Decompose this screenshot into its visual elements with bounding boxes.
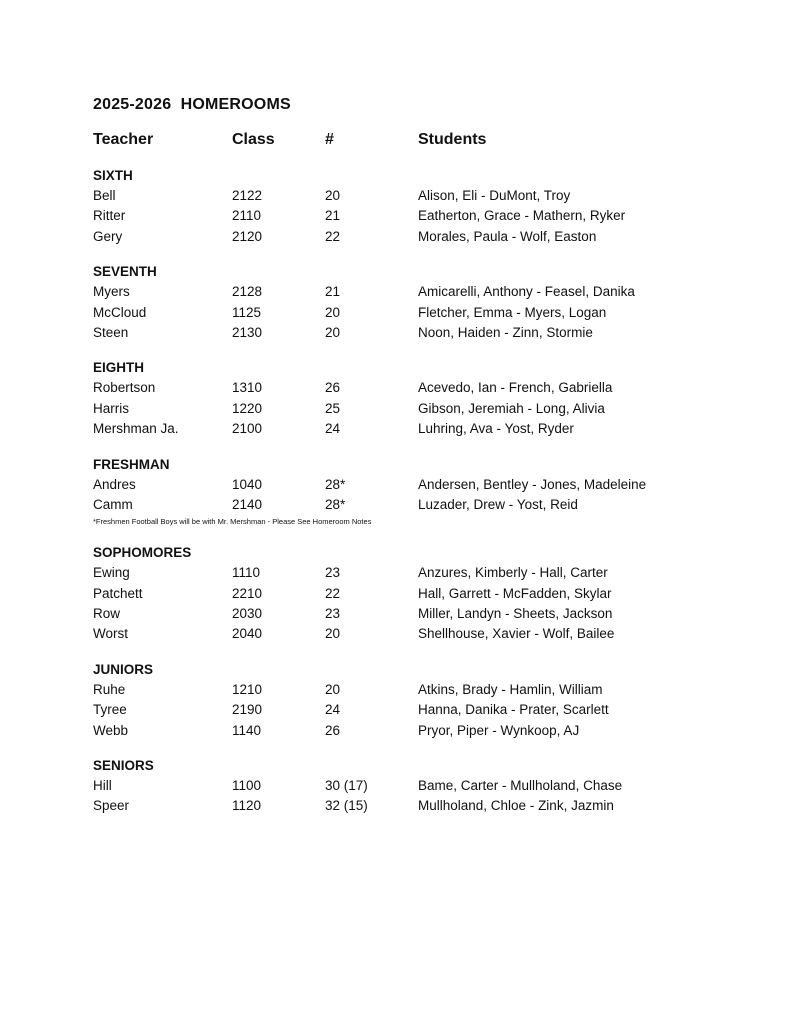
class-cell: 2120 [232, 228, 263, 244]
table-row [93, 624, 753, 644]
class-cell: 2128 [232, 284, 263, 300]
students-cell: Noon, Haiden - Zinn, Stormie [418, 324, 593, 340]
table-row [93, 227, 753, 247]
table-row [93, 721, 753, 741]
count-cell: 24 [325, 702, 341, 718]
homeroom-document [93, 94, 753, 817]
table-row [93, 776, 753, 796]
section-seventh [93, 262, 753, 343]
students-cell: Hall, Garrett - McFadden, Skylar [418, 585, 612, 601]
teacher-cell: Ritter [93, 208, 126, 224]
count-cell: 24 [325, 421, 341, 437]
table-row [93, 399, 753, 419]
class-cell: 1220 [232, 400, 263, 416]
students-cell: Eatherton, Grace - Mathern, Ryker [418, 208, 626, 224]
teacher-cell: Worst [93, 626, 129, 642]
class-cell: 2040 [232, 626, 263, 642]
table-row [93, 282, 753, 302]
students-cell: Acevedo, Ian - French, Gabriella [418, 380, 613, 396]
students-cell: Mullholand, Chloe - Zink, Jazmin [418, 798, 614, 814]
teacher-cell: Ewing [93, 565, 130, 581]
sections-container [93, 166, 753, 817]
table-row [93, 186, 753, 206]
count-cell: 20 [325, 188, 341, 203]
teacher-cell: McCloud [93, 304, 147, 320]
class-cell: 2100 [232, 421, 263, 437]
students-cell: Atkins, Brady - Hamlin, William [418, 681, 603, 697]
students-cell: Luhring, Ava - Yost, Ryder [418, 421, 574, 437]
section-title: SIXTH [93, 168, 133, 183]
table-row [93, 796, 753, 816]
teacher-cell: Tyree [93, 702, 127, 718]
class-cell: 1040 [232, 476, 263, 492]
footnote: *Freshmen Football Boys will be with Mr. Mershman - Please See Homeroom Notes [93, 517, 372, 527]
teacher-cell: Steen [93, 324, 129, 340]
teacher-cell: Patchett [93, 585, 143, 601]
count-cell: 23 [325, 565, 341, 581]
students-cell: Anzures, Kimberly - Hall, Carter [418, 565, 608, 581]
teacher-cell: Robertson [93, 380, 156, 396]
table-row [93, 419, 753, 439]
count-cell: 20 [325, 681, 341, 697]
section-sophomores [93, 543, 753, 645]
students-cell: Fletcher, Emma - Myers, Logan [418, 304, 607, 320]
students-cell: Miller, Landyn - Sheets, Jackson [418, 606, 613, 622]
section-title: FRESHMAN [93, 456, 170, 472]
students-cell: Amicarelli, Anthony - Feasel, Danika [418, 284, 635, 300]
header-count: # [325, 131, 334, 148]
count-cell: 22 [325, 585, 341, 601]
class-cell: 2210 [232, 585, 263, 601]
teacher-cell: Webb [93, 722, 129, 738]
teacher-cell: Myers [93, 284, 130, 300]
table-row [93, 604, 753, 624]
class-cell: 1310 [232, 380, 263, 396]
students-cell: Gibson, Jeremiah - Long, Alivia [418, 400, 605, 416]
class-cell: 1125 [232, 304, 262, 320]
students-cell: Pryor, Piper - Wynkoop, AJ [418, 722, 580, 738]
class-cell: 1100 [232, 778, 262, 794]
count-cell: 21 [325, 208, 341, 224]
class-cell: 2190 [232, 702, 263, 718]
class-cell: 2110 [232, 208, 262, 224]
count-cell: 23 [325, 606, 341, 622]
table-row [93, 303, 753, 323]
count-cell: 20 [325, 324, 341, 340]
section-title: SOPHOMORES [93, 545, 192, 561]
count-cell: 32 (15) [325, 798, 368, 814]
class-cell: 2140 [232, 496, 263, 512]
students-cell: Shellhouse, Xavier - Wolf, Bailee [418, 626, 615, 642]
count-cell: 25 [325, 400, 341, 416]
table-row [93, 495, 753, 515]
teacher-cell: Bell [93, 188, 116, 203]
class-cell: 1210 [232, 681, 263, 697]
count-cell: 28* [325, 496, 346, 512]
class-cell: 2122 [232, 188, 263, 203]
teacher-cell: Camm [93, 496, 133, 512]
table-row [93, 563, 753, 583]
column-header-row [93, 128, 753, 152]
teacher-cell: Andres [93, 476, 136, 492]
students-cell: Alison, Eli - DuMont, Troy [418, 188, 571, 203]
count-cell: 20 [325, 304, 341, 320]
class-cell: 2030 [232, 606, 263, 622]
section-seniors [93, 756, 753, 817]
students-cell: Luzader, Drew - Yost, Reid [418, 496, 578, 512]
section-title: SENIORS [93, 758, 154, 774]
class-cell: 1140 [232, 722, 262, 738]
teacher-cell: Row [93, 606, 121, 622]
count-cell: 20 [325, 626, 341, 642]
teacher-cell: Gery [93, 228, 123, 244]
section-title: JUNIORS [93, 661, 154, 677]
table-row [93, 680, 753, 700]
class-cell: 2130 [232, 324, 263, 340]
count-cell: 21 [325, 284, 341, 300]
students-cell: Andersen, Bentley - Jones, Madeleine [418, 476, 647, 492]
section-title: EIGHTH [93, 360, 145, 376]
count-cell: 30 (17) [325, 778, 368, 794]
teacher-cell: Mershman Ja. [93, 421, 179, 437]
table-row [93, 700, 753, 720]
table-row [93, 323, 753, 343]
teacher-cell: Harris [93, 400, 129, 416]
header-students: Students [418, 131, 487, 148]
table-row [93, 475, 753, 495]
header-class: Class [232, 131, 275, 148]
section-juniors [93, 660, 753, 741]
table-row [93, 378, 753, 398]
students-cell: Bame, Carter - Mullholand, Chase [418, 778, 623, 794]
count-cell: 28* [325, 476, 346, 492]
section-sixth [93, 166, 753, 247]
table-row [93, 206, 753, 226]
header-teacher: Teacher [93, 131, 154, 148]
section-title: SEVENTH [93, 264, 157, 280]
students-cell: Morales, Paula - Wolf, Easton [418, 228, 597, 244]
teacher-cell: Ruhe [93, 681, 126, 697]
students-cell: Hanna, Danika - Prater, Scarlett [418, 702, 609, 718]
section-eighth [93, 358, 753, 439]
teacher-cell: Speer [93, 798, 130, 814]
table-row [93, 584, 753, 604]
teacher-cell: Hill [93, 778, 112, 794]
class-cell: 1110 [232, 565, 261, 581]
section-freshman [93, 455, 753, 529]
count-cell: 26 [325, 380, 341, 396]
class-cell: 1120 [232, 798, 262, 814]
count-cell: 26 [325, 722, 341, 738]
page-title: 2025-2026 HOMEROOMS [93, 96, 291, 113]
count-cell: 22 [325, 228, 341, 244]
